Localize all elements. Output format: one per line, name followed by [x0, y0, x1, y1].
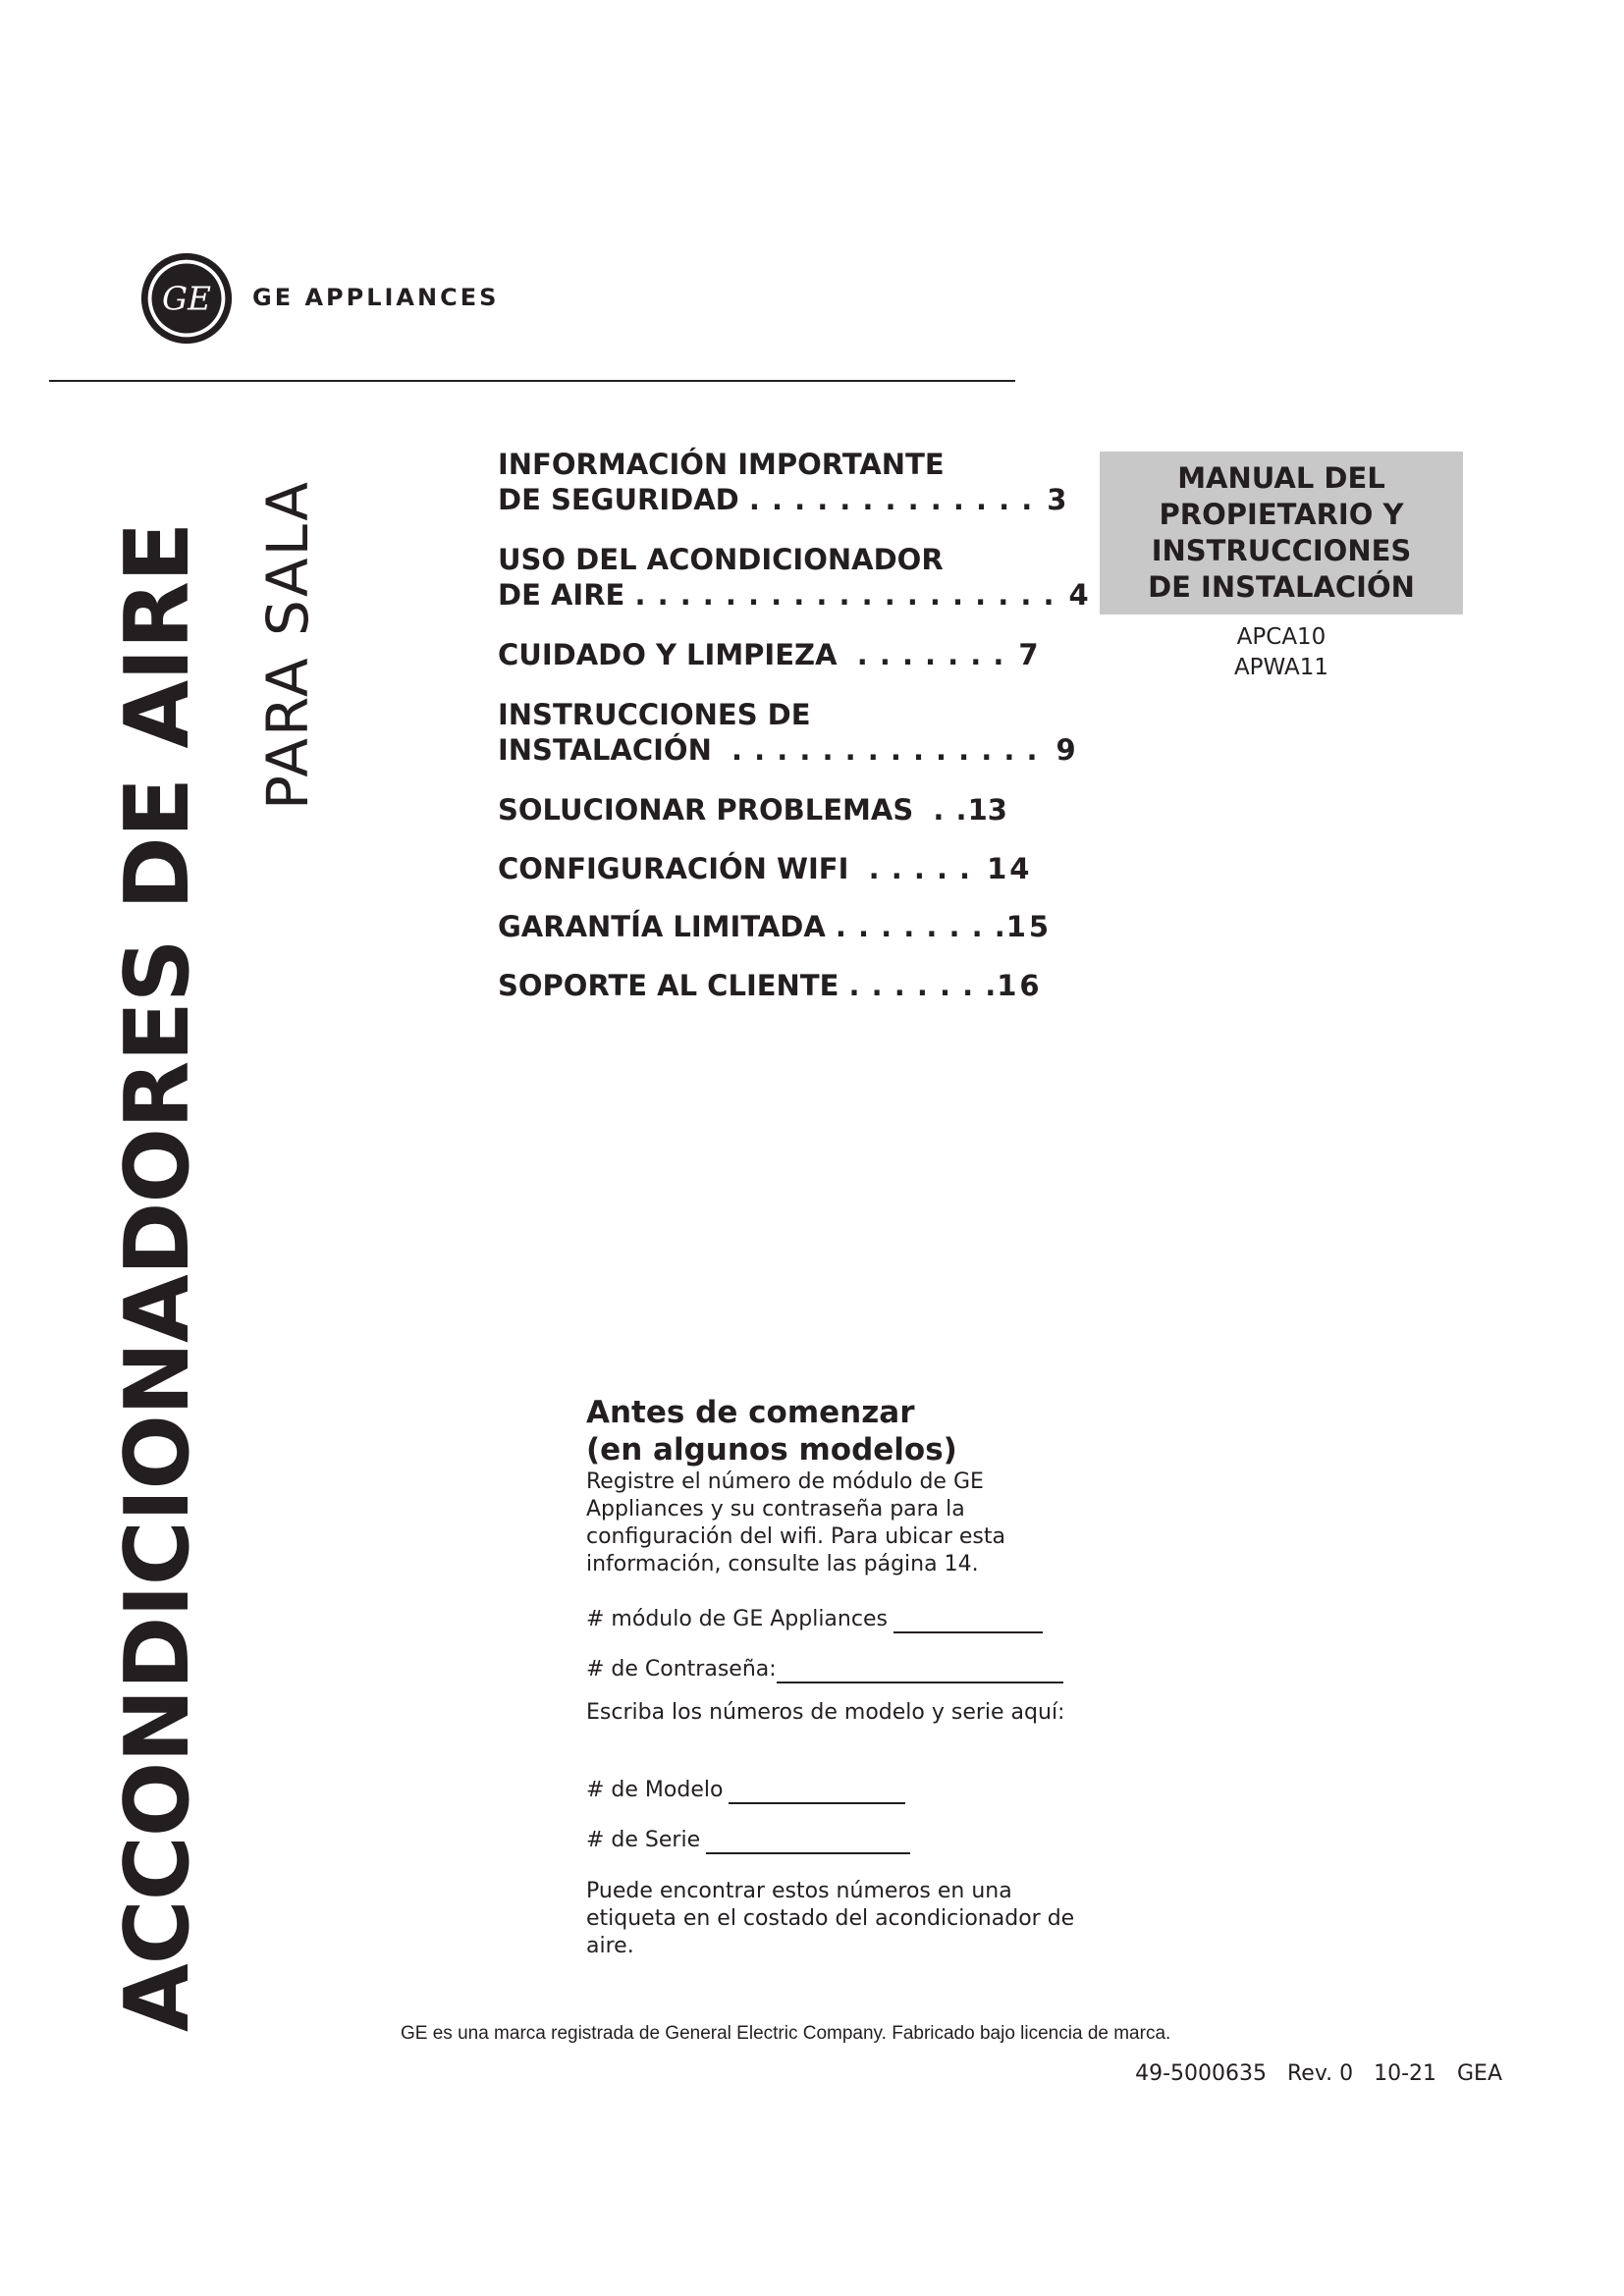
toc-page-number: 7: [1018, 638, 1039, 671]
toc-page-number: 15: [1005, 910, 1053, 943]
label-location-note: Puede encontrar estos números en una etiqueta en el costado del acondicionador de aire.: [586, 1879, 1075, 1958]
section-heading: (en algunos modelos): [586, 1432, 957, 1468]
serial-field: [586, 1827, 910, 1854]
toc-item-label: CUIDADO Y LIMPIEZA: [498, 638, 838, 671]
product-title: ACCONDICIONADORES DE AIRE: [106, 522, 209, 2032]
blank-line: [777, 1664, 1063, 1683]
model-field: [586, 1777, 905, 1804]
model-number: APCA10: [1236, 624, 1326, 650]
field-label: # de Contraseña:: [586, 1657, 777, 1682]
toc-item-wifi[interactable]: [498, 851, 1033, 886]
toc-item-label: SOPORTE AL CLIENTE: [498, 969, 839, 1002]
model-number: APWA11: [1233, 655, 1329, 680]
toc-leader: . . . . . . .: [856, 638, 1005, 671]
toc-page-number: 16: [997, 969, 1043, 1002]
toc-item-label: DE SEGURIDAD: [498, 483, 739, 516]
field-label: # de Serie: [586, 1828, 701, 1852]
header-divider: [49, 380, 1015, 382]
product-subtitle: PARA SALA: [254, 480, 321, 810]
manual-title-line: INSTRUCCIONES: [1151, 534, 1412, 567]
toc-leader: . . . . . . .: [848, 969, 998, 1002]
toc-item-label: INSTRUCCIONES DE: [498, 698, 811, 731]
toc-item-troubleshooting[interactable]: [498, 792, 1018, 828]
section-heading: Antes de comenzar: [586, 1395, 915, 1430]
toc-page-number: 4: [1068, 578, 1089, 612]
toc-item-label: SOLUCIONAR PROBLEMAS: [498, 793, 914, 827]
brand-name: GE APPLIANCES: [252, 284, 500, 311]
toc-item-safety[interactable]: [498, 447, 1067, 517]
section-body: Registre el número de módulo de GE Appliances y su contraseña para la configuración del wifi. Para ubicar esta información, consulte las página 14.: [586, 1469, 1005, 1576]
field-label: # de Modelo: [586, 1778, 724, 1802]
toc-leader: . .: [933, 793, 968, 827]
trademark-notice: GE es una marca registrada de General Electric Company. Fabricado bajo licencia de marca.: [401, 2023, 1171, 2044]
toc-item-support[interactable]: [498, 968, 1043, 1003]
toc-item-label: INFORMACIÓN IMPORTANTE: [498, 448, 945, 481]
toc-leader: . . . . . . . . . . . . . .: [731, 733, 1039, 767]
toc-item-warranty[interactable]: [498, 909, 1053, 944]
before-you-begin-section: [586, 1394, 1097, 1578]
blank-line: [729, 1785, 905, 1804]
logo-text: GE: [162, 280, 211, 318]
toc-item-label: CONFIGURACIÓN WIFI: [498, 852, 849, 885]
manual-title-line: PROPIETARIO Y: [1159, 498, 1404, 531]
toc-page-number: 13: [967, 793, 1007, 827]
module-number-field: [586, 1606, 1043, 1633]
toc-item-installation[interactable]: [498, 697, 1076, 768]
toc-page-number: 3: [1047, 483, 1067, 516]
toc-page-number: 14: [987, 852, 1033, 885]
password-field: [586, 1656, 1063, 1683]
publication-number: 49-5000635 Rev. 0 10-21 GEA: [1135, 2061, 1502, 2086]
toc-leader: . . . . . . . . . . . . .: [748, 483, 1034, 516]
manual-title-line: MANUAL DEL: [1177, 461, 1385, 495]
toc-leader: . . . . . . . .: [835, 910, 1006, 943]
ge-logo: [139, 251, 234, 346]
toc-item-label: INSTALACIÓN: [498, 733, 712, 767]
toc-item-label: GARANTÍA LIMITADA: [498, 910, 826, 943]
field-label: # módulo de GE Appliances: [586, 1607, 888, 1631]
blank-line: [706, 1835, 910, 1854]
manual-title-box: [1100, 452, 1463, 614]
toc-item-use[interactable]: [498, 542, 1089, 613]
toc-item-care[interactable]: [498, 637, 1039, 672]
toc-leader: . . . . . . . . . . . . . . . . . . .: [634, 578, 1056, 612]
manual-title-line: DE INSTALACIÓN: [1148, 570, 1415, 604]
toc-item-label: DE AIRE: [498, 578, 625, 612]
blank-line: [893, 1614, 1043, 1633]
toc-leader: . . . . .: [868, 852, 972, 885]
toc-page-number: 9: [1056, 733, 1076, 767]
toc-item-label: USO DEL ACONDICIONADOR: [498, 543, 944, 576]
model-serial-instruction: Escriba los números de modelo y serie aquí:: [586, 1700, 1065, 1725]
